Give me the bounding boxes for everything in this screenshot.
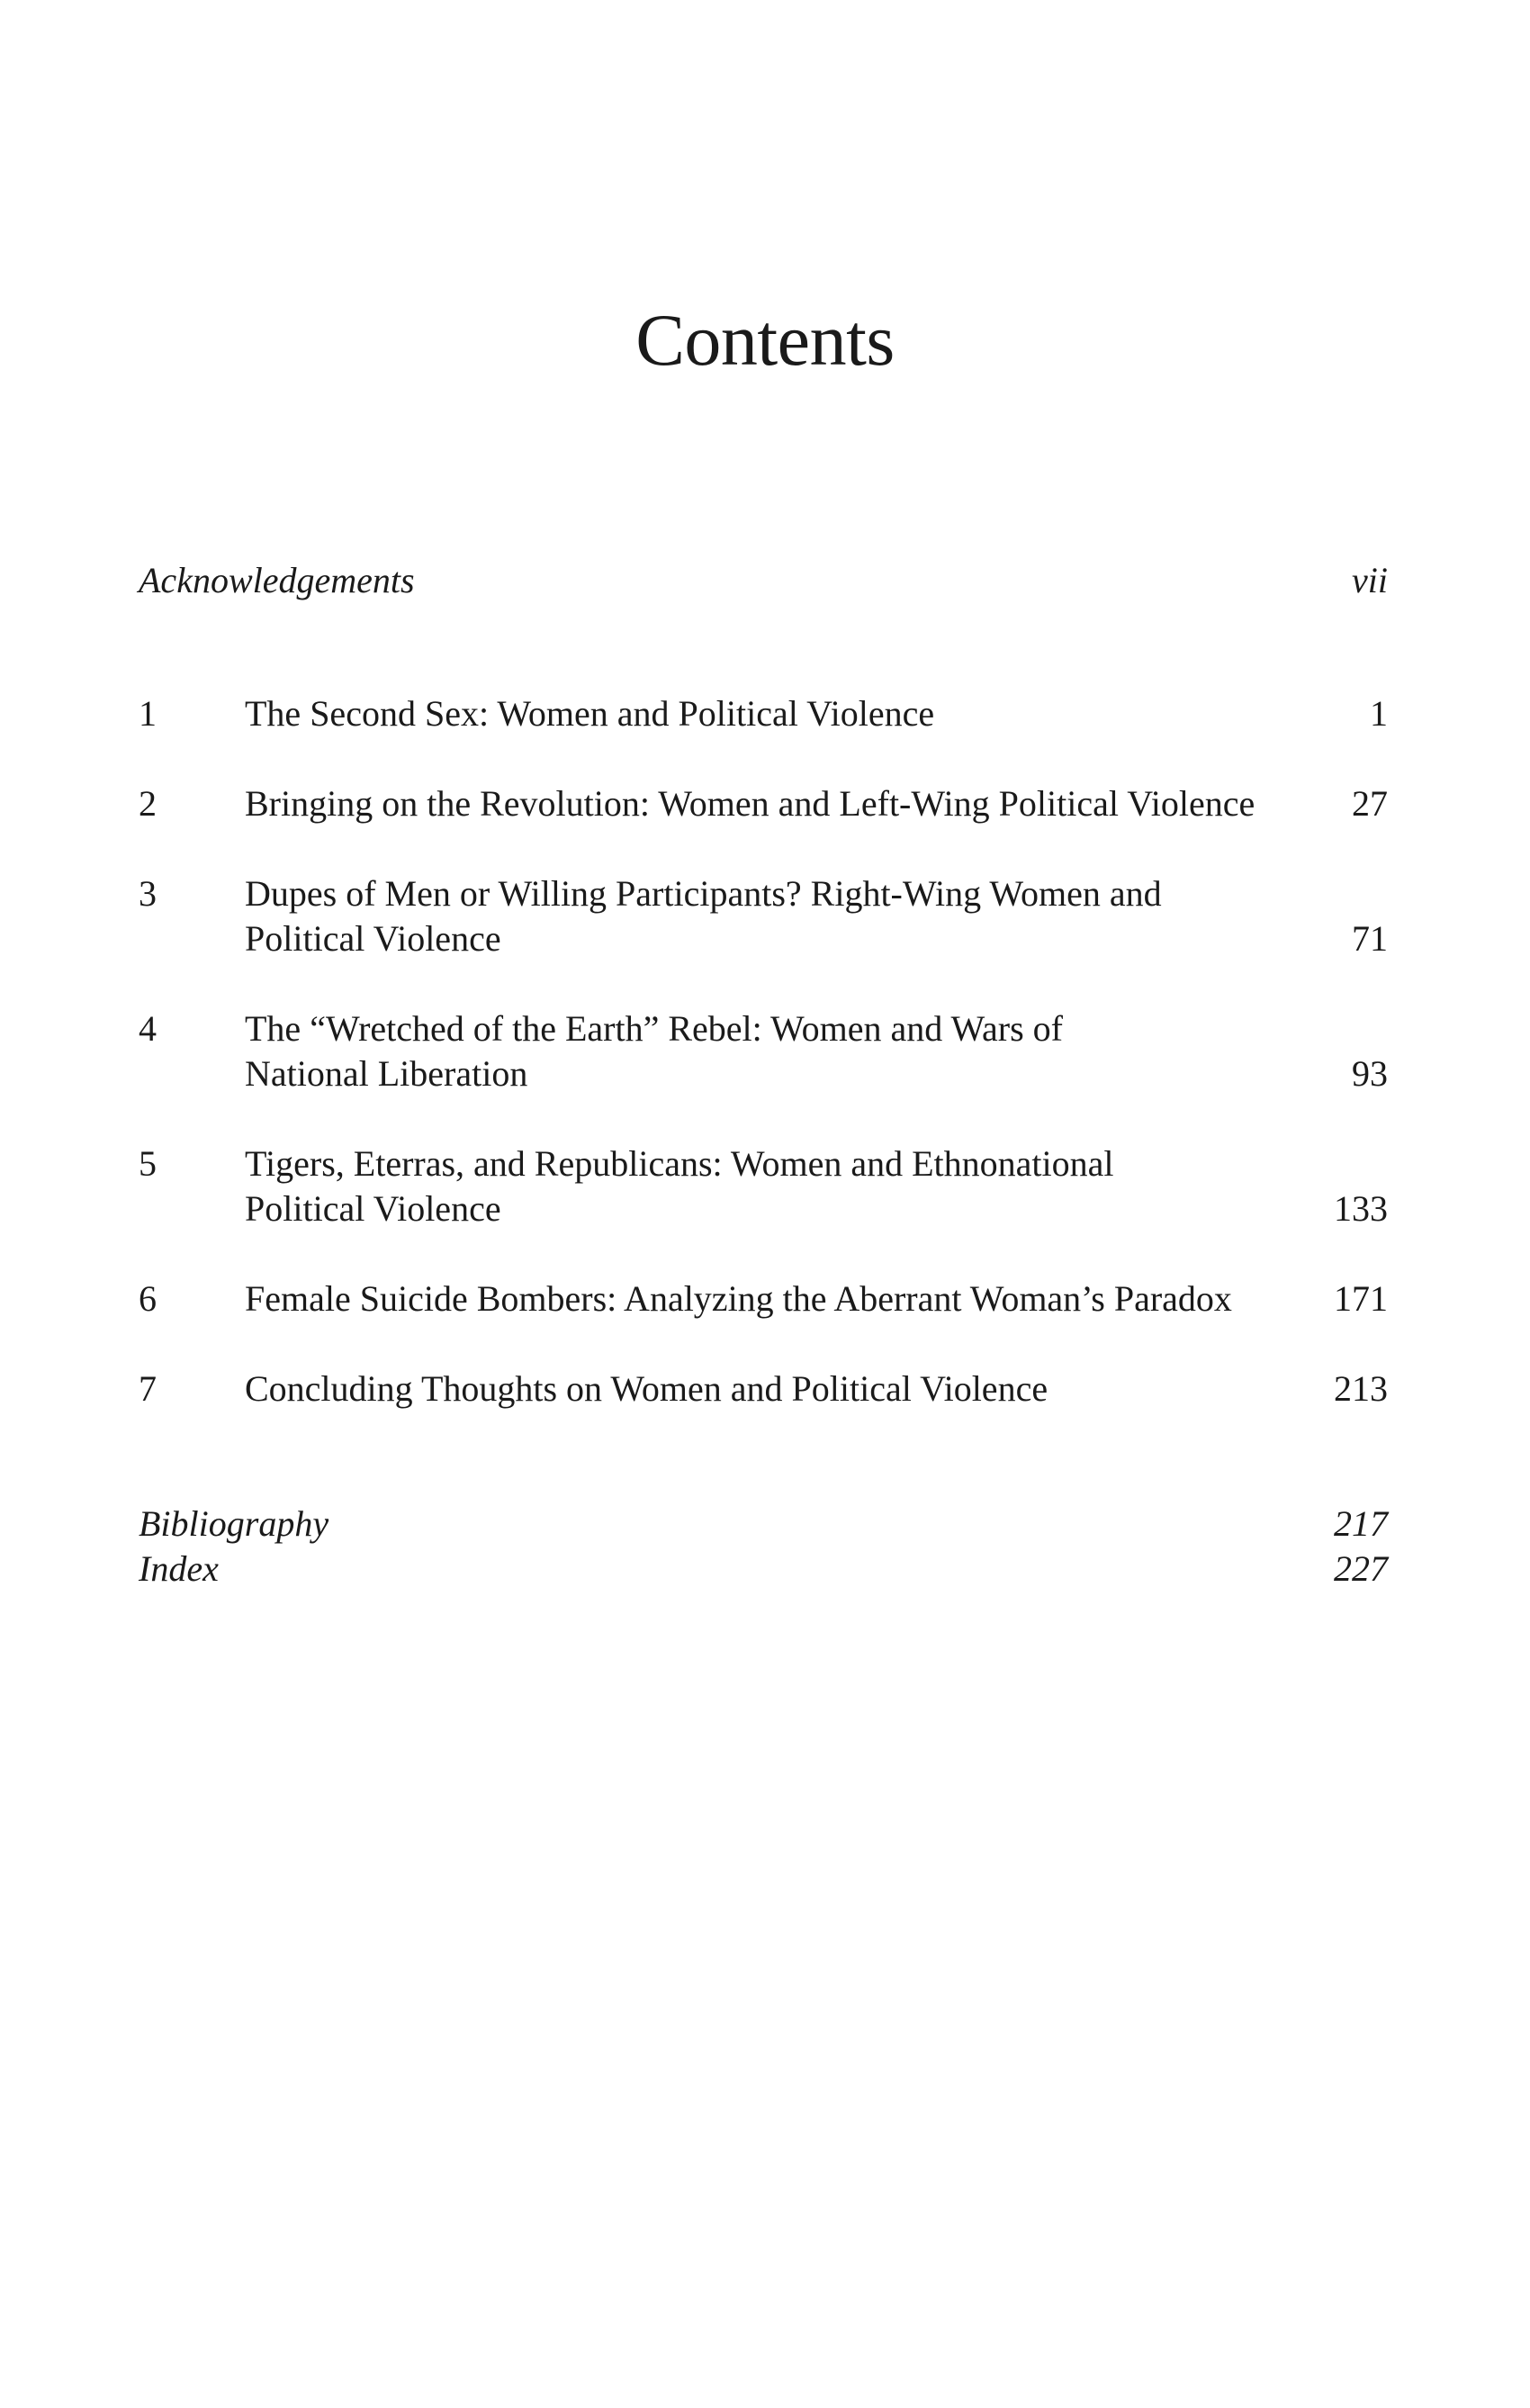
chapter-title [245, 781, 1271, 826]
page-title: Contents [635, 299, 895, 381]
chapter-page: 133 [1334, 1188, 1388, 1229]
chapter-number: 1 [139, 693, 157, 734]
chapter-title [245, 1366, 1271, 1411]
chapter-title-line: Bringing on the Revolution: Women and Left-Wing Political Violence [245, 783, 1256, 824]
toc-entry-page: 217 [1334, 1503, 1388, 1544]
chapter-number: 6 [139, 1278, 157, 1319]
toc-chapter-2[interactable] [139, 781, 1388, 826]
chapter-number: 3 [139, 873, 157, 914]
toc-chapter-3[interactable] [139, 871, 1388, 961]
toc-entry-label: Index [139, 1548, 219, 1589]
chapter-title-line: Female Suicide Bombers: Analyzing the Aberrant Woman’s Paradox [245, 1278, 1232, 1319]
chapter-title-line: National Liberation [245, 1053, 528, 1094]
chapter-page: 71 [1352, 918, 1388, 959]
chapter-title-line: Dupes of Men or Willing Participants? Right-Wing Women and [245, 873, 1162, 914]
toc-chapter-5[interactable] [139, 1141, 1388, 1231]
chapter-title-line: The Second Sex: Women and Political Violence [245, 693, 935, 734]
chapter-title [245, 1276, 1271, 1321]
chapter-title [245, 1141, 1271, 1231]
toc-chapter-7[interactable] [139, 1366, 1388, 1411]
chapter-title-line: Concluding Thoughts on Women and Political Violence [245, 1368, 1048, 1409]
chapter-title-line: Tigers, Eterras, and Republicans: Women and Ethnonational [245, 1143, 1114, 1184]
chapter-number: 2 [139, 783, 157, 824]
chapter-page: 27 [1352, 783, 1388, 824]
chapter-title-line: Political Violence [245, 1188, 501, 1229]
chapter-title [245, 691, 1271, 736]
toc-entry-page: 227 [1334, 1548, 1388, 1589]
toc-entry-label: Acknowledgements [139, 560, 415, 600]
chapter-number: 5 [139, 1143, 157, 1184]
chapter-title-line: The “Wretched of the Earth” Rebel: Women and Wars of [245, 1008, 1064, 1049]
toc-entry-page: vii [1352, 560, 1388, 600]
chapter-title-line: Political Violence [245, 918, 501, 959]
chapter-title [245, 871, 1271, 961]
toc-chapter-4[interactable] [139, 1006, 1388, 1096]
chapter-page: 1 [1370, 693, 1388, 734]
chapter-title [245, 1006, 1271, 1096]
toc-entry-label: Bibliography [139, 1503, 329, 1544]
chapter-page: 171 [1334, 1278, 1388, 1319]
chapter-page: 93 [1352, 1053, 1388, 1094]
chapter-page: 213 [1334, 1368, 1388, 1409]
toc-chapter-6[interactable] [139, 1276, 1388, 1321]
chapter-number: 7 [139, 1368, 157, 1409]
chapter-number: 4 [139, 1008, 157, 1049]
toc-chapter-1[interactable] [139, 691, 1388, 736]
